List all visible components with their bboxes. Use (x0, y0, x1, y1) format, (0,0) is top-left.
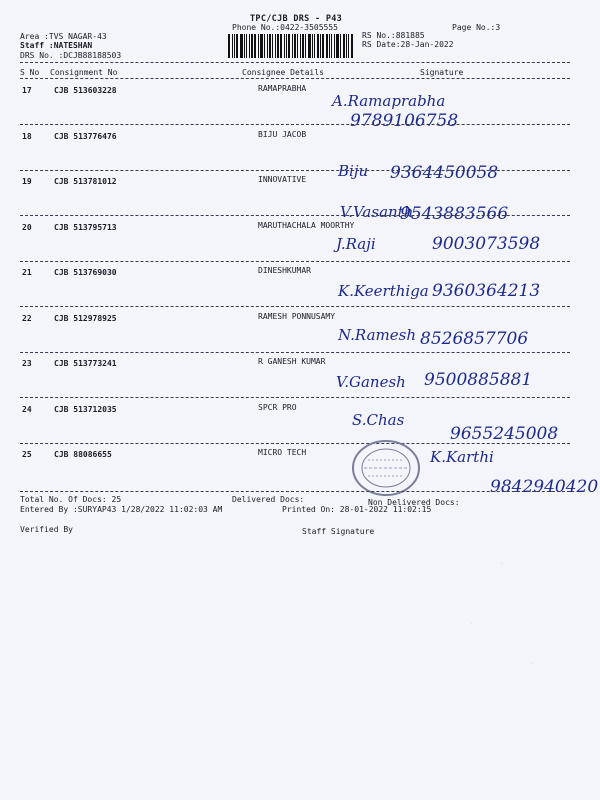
barcode-bar (305, 34, 306, 58)
signature-name: N.Ramesh (338, 326, 416, 344)
row-consignment-number: CJB 513773241 (54, 359, 117, 368)
barcode-bar (228, 34, 230, 58)
barcode-bar (232, 34, 233, 58)
barcode-bar (292, 34, 293, 58)
barcode (228, 34, 354, 58)
col-signature: Signature (420, 68, 464, 77)
barcode-bar (284, 34, 285, 58)
row-divider (20, 443, 570, 444)
barcode-bar (269, 34, 271, 58)
barcode-bar (251, 34, 253, 58)
row-serial-number: 21 (22, 268, 32, 277)
barcode-bar (267, 34, 268, 58)
barcode-bar (236, 34, 238, 58)
row-divider (20, 261, 570, 262)
barcode-bar (331, 34, 332, 58)
signature-name: K.Karthi (430, 448, 494, 466)
row-serial-number: 19 (22, 177, 32, 186)
row-divider (20, 170, 570, 171)
col-sno: S No (20, 68, 40, 77)
barcode-bar (326, 34, 328, 58)
row-divider (20, 306, 570, 307)
row-divider (20, 352, 570, 353)
barcode-bar (258, 34, 259, 58)
signature-phone: 9360364213 (432, 281, 541, 301)
barcode-bar (272, 34, 273, 58)
row-consignment-number: CJB 513781012 (54, 177, 117, 186)
barcode-bar (351, 34, 353, 58)
barcode-bar (314, 34, 315, 58)
signature-name: Biju (338, 162, 369, 180)
col-consignee: Consignee Details (242, 68, 324, 77)
row-consignee-name: BIJU JACOB (258, 130, 307, 139)
row-consignee-name: INNOVATIVE (258, 175, 307, 184)
divider (20, 62, 570, 63)
page-number: Page No.:3 (452, 23, 501, 32)
barcode-bar (277, 34, 279, 58)
barcode-bar (308, 34, 311, 58)
divider (20, 78, 570, 79)
delivered-docs: Delivered Docs: (232, 495, 305, 504)
signature-phone: 8526857706 (420, 329, 529, 349)
drs-number: DRS No. :DCJB88188503 (20, 51, 122, 60)
row-consignment-number: CJB 513603228 (54, 86, 117, 95)
barcode-bar (329, 34, 330, 58)
signature-name: A.Ramaprabha (332, 92, 446, 110)
barcode-bar (244, 34, 245, 58)
barcode-bar (346, 34, 347, 58)
barcode-bar (348, 34, 349, 58)
barcode-bar (254, 34, 256, 58)
barcode-bar (334, 34, 335, 58)
drs-document: TPC/CJB DRS - P43 Phone No.:0422-3505555 Page No.:3 Area :TVS NAGAR-43 Staff :NATESHAN DRS No. :DCJB88188503 RS No.:881885 RS Date:28-Jan-2022 S No Consignment No Consignee Details Signature 17 CJB 513603228 RAMAPRABHA A.Ramaprabha 9789106758 18 CJB 513776476 BIJU JACOB Biju 9364450058 19 CJB 513781012 INNOVATIVE V.Vasanth 9543883566 20 CJB 513795713 MARUTHACHALA MOORTHY J.Raji 9003073598 21 CJB 513769030 DINESHKUMAR K.Keerthiga 9360364213 22 CJB 512978925 RAMESH PONNUSAMY N.Ramesh 8526857706 23 CJB 513773241 R GANESH KUMAR V.Ganesh 9500885881 24 CJB 513712035 SPCR PRO S.Chas 9655245008 25 CJB 88086655 MICRO TECH K.Karthi 9842940420 Total No. Of Docs: 25 Delivered Docs: Non Delivered Docs: Entered By :SURYAP43 1/28/2022 11:02:03 AM Printed On: 28-01-2022 11:02:15 Verified By Staff Signature · · · (0, 0, 600, 800)
barcode-bar (317, 34, 319, 58)
signature-name: J.Raji (336, 235, 376, 253)
barcode-bar (302, 34, 304, 58)
barcode-bar (322, 34, 324, 58)
verified-by: Verified By (20, 525, 73, 534)
barcode-bar (260, 34, 263, 58)
row-consignee-name: MICRO TECH (258, 448, 307, 457)
barcode-bar (264, 34, 265, 58)
barcode-bar (240, 34, 243, 58)
printed-on: Printed On: 28-01-2022 11:02:15 (282, 505, 432, 514)
row-consignment-number: CJB 513795713 (54, 223, 117, 232)
barcode-bar (300, 34, 301, 58)
staff-label: Staff :NATESHAN (20, 41, 93, 50)
barcode-bar (275, 34, 276, 58)
row-divider (20, 397, 570, 398)
row-consignment-number: CJB 512978925 (54, 314, 117, 323)
barcode-bar (320, 34, 321, 58)
row-serial-number: 20 (22, 223, 32, 232)
barcode-bar (286, 34, 287, 58)
row-serial-number: 25 (22, 450, 32, 459)
staff-signature: Staff Signature (302, 527, 375, 536)
barcode-bar (312, 34, 313, 58)
row-serial-number: 24 (22, 405, 32, 414)
row-consignment-number: CJB 513712035 (54, 405, 117, 414)
barcode-bar (336, 34, 339, 58)
row-serial-number: 18 (22, 132, 32, 141)
barcode-bar (280, 34, 282, 58)
barcode-bar (288, 34, 291, 58)
row-consignee-name: SPCR PRO (258, 403, 297, 412)
signature-phone: 9789106758 (350, 111, 459, 131)
document-title: TPC/CJB DRS - P43 (250, 14, 343, 24)
signature-name: S.Chas (352, 411, 405, 429)
row-consignee-name: MARUTHACHALA MOORTHY (258, 221, 355, 230)
post-office-stamp (350, 438, 422, 498)
signature-phone: 9500885881 (424, 370, 533, 390)
row-consignment-number: CJB 513776476 (54, 132, 117, 141)
non-delivered-docs: Non Delivered Docs: (368, 498, 460, 507)
row-consignment-number: CJB 513769030 (54, 268, 117, 277)
row-consignee-name: DINESHKUMAR (258, 266, 311, 275)
row-divider (20, 124, 570, 125)
row-divider (20, 215, 570, 216)
barcode-bar (234, 34, 235, 58)
signature-phone: 9543883566 (400, 204, 509, 224)
barcode-bar (249, 34, 250, 58)
total-docs: Total No. Of Docs: 25 (20, 495, 122, 504)
divider (20, 491, 570, 492)
barcode-bar (340, 34, 341, 58)
signature-name: K.Keerthiga (338, 282, 429, 300)
row-consignee-name: RAMAPRABHA (258, 84, 307, 93)
signature-phone: 9003073598 (432, 234, 541, 254)
barcode-bar (294, 34, 296, 58)
entered-by: Entered By :SURYAP43 1/28/2022 11:02:03 AM (20, 505, 223, 514)
barcode-bar (246, 34, 247, 58)
row-serial-number: 23 (22, 359, 32, 368)
signature-phone: 9842940420 (490, 477, 599, 497)
rs-number: RS No.:881885 (362, 31, 425, 40)
handwritten-signature (0, 86, 459, 131)
signature-name: V.Vasanth (340, 203, 414, 221)
rs-date: RS Date:28-Jan-2022 (362, 40, 454, 49)
signature-name: V.Ganesh (336, 373, 406, 391)
row-consignee-name: RAMESH PONNUSAMY (258, 312, 336, 321)
row-serial-number: 22 (22, 314, 32, 323)
signature-phone: 9364450058 (390, 163, 499, 183)
phone-number: Phone No.:0422-3505555 (232, 23, 338, 32)
area-label: Area :TVS NAGAR-43 (20, 32, 107, 41)
row-consignee-name: R GANESH KUMAR (258, 357, 326, 366)
row-consignment-number: CJB 88086655 (54, 450, 112, 459)
col-consignment: Consignment No (50, 68, 118, 77)
barcode-bar (343, 34, 345, 58)
row-serial-number: 17 (22, 86, 32, 95)
signature-phone: 9655245008 (450, 424, 559, 444)
barcode-bar (297, 34, 298, 58)
